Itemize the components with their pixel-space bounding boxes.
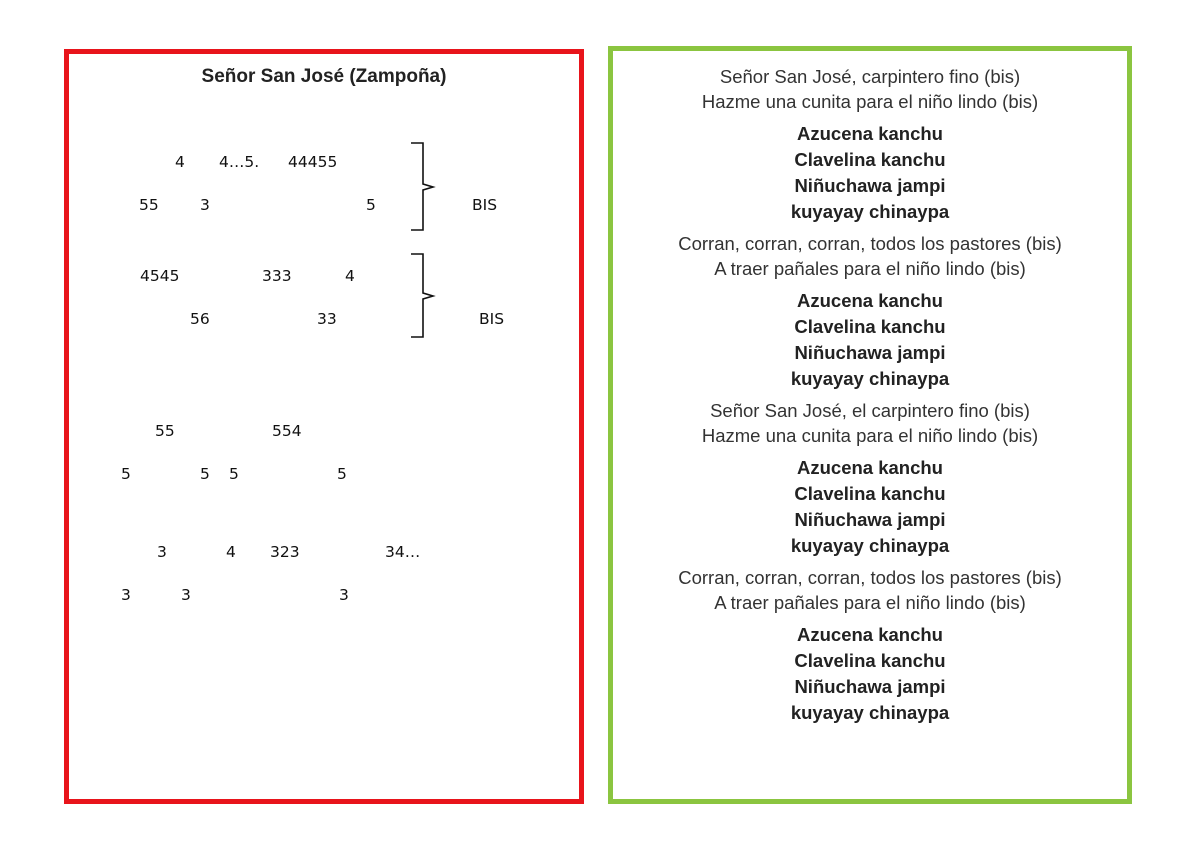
note-group: 4…5.: [219, 153, 260, 171]
verse-line: Hazme una cunita para el niño lindo (bis): [701, 90, 1039, 112]
bis-label: BIS: [472, 196, 498, 214]
chorus-line: kuyayay chinaypa: [790, 201, 950, 222]
chorus-1: [613, 121, 1127, 225]
note-group: 4: [175, 153, 185, 171]
chorus-3: [613, 455, 1127, 559]
repeat-brace: [409, 142, 449, 232]
note-group: 33: [317, 310, 337, 328]
verse-line: Corran, corran, corran, todos los pastores (bis): [678, 233, 1062, 254]
note-group: 55: [139, 196, 159, 214]
note-group: 3: [157, 543, 167, 561]
verse-line: Corran, corran, corran, todos los pastores (bis): [678, 567, 1062, 588]
verse-4: [613, 566, 1127, 615]
chorus-line: Clavelina kanchu: [794, 316, 946, 337]
note-group: 3: [121, 586, 131, 604]
chorus-line: Niñuchawa jampi: [794, 676, 946, 697]
zampona-notation-panel: [64, 49, 584, 804]
note-group: 5: [121, 465, 131, 483]
chorus-line: Azucena kanchu: [797, 290, 943, 311]
note-group: 323: [270, 543, 300, 561]
chorus-line: Azucena kanchu: [797, 624, 943, 645]
note-group: 3: [181, 586, 191, 604]
note-group: 34…: [385, 543, 421, 561]
chorus-line: kuyayay chinaypa: [790, 368, 950, 389]
chorus-line: Clavelina kanchu: [794, 483, 946, 504]
note-group: 44455: [288, 153, 338, 171]
bis-label: BIS: [479, 310, 505, 328]
chorus-line: Azucena kanchu: [797, 123, 943, 144]
lyrics-body: [613, 65, 1127, 733]
chorus-line: Niñuchawa jampi: [794, 175, 946, 196]
note-group: 3: [200, 196, 210, 214]
note-group: 4: [345, 267, 355, 285]
repeat-brace: [409, 253, 449, 339]
note-group: 3: [339, 586, 349, 604]
song-title: Señor San José (Zampoña): [201, 66, 447, 87]
verse-line: A traer pañales para el niño lindo (bis): [714, 257, 1026, 279]
chorus-line: kuyayay chinaypa: [790, 702, 950, 723]
chorus-line: Niñuchawa jampi: [794, 342, 946, 363]
note-group: 5: [337, 465, 347, 483]
verse-line: A traer pañales para el niño lindo (bis): [714, 591, 1026, 613]
note-group: 554: [272, 422, 302, 440]
note-group: 5: [366, 196, 376, 214]
verse-2: [613, 232, 1127, 281]
note-group: 333: [262, 267, 292, 285]
chorus-line: Clavelina kanchu: [794, 650, 946, 671]
chorus-4: [613, 622, 1127, 726]
chorus-line: kuyayay chinaypa: [790, 535, 950, 556]
verse-line: Señor San José, el carpintero fino (bis): [710, 400, 1030, 421]
lyrics-panel: [608, 46, 1132, 804]
verse-line: Hazme una cunita para el niño lindo (bis): [701, 424, 1039, 446]
note-group: 4: [226, 543, 236, 561]
chorus-line: Clavelina kanchu: [794, 149, 946, 170]
note-group: 55: [155, 422, 175, 440]
verse-1: [613, 65, 1127, 114]
chorus-line: Niñuchawa jampi: [794, 509, 946, 530]
note-group: 5: [229, 465, 239, 483]
note-group: 4545: [140, 267, 180, 285]
chorus-2: [613, 288, 1127, 392]
note-group: 56: [190, 310, 210, 328]
chorus-line: Azucena kanchu: [797, 457, 943, 478]
note-group: 5: [200, 465, 210, 483]
verse-3: [613, 399, 1127, 448]
verse-line: Señor San José, carpintero fino (bis): [719, 66, 1021, 87]
